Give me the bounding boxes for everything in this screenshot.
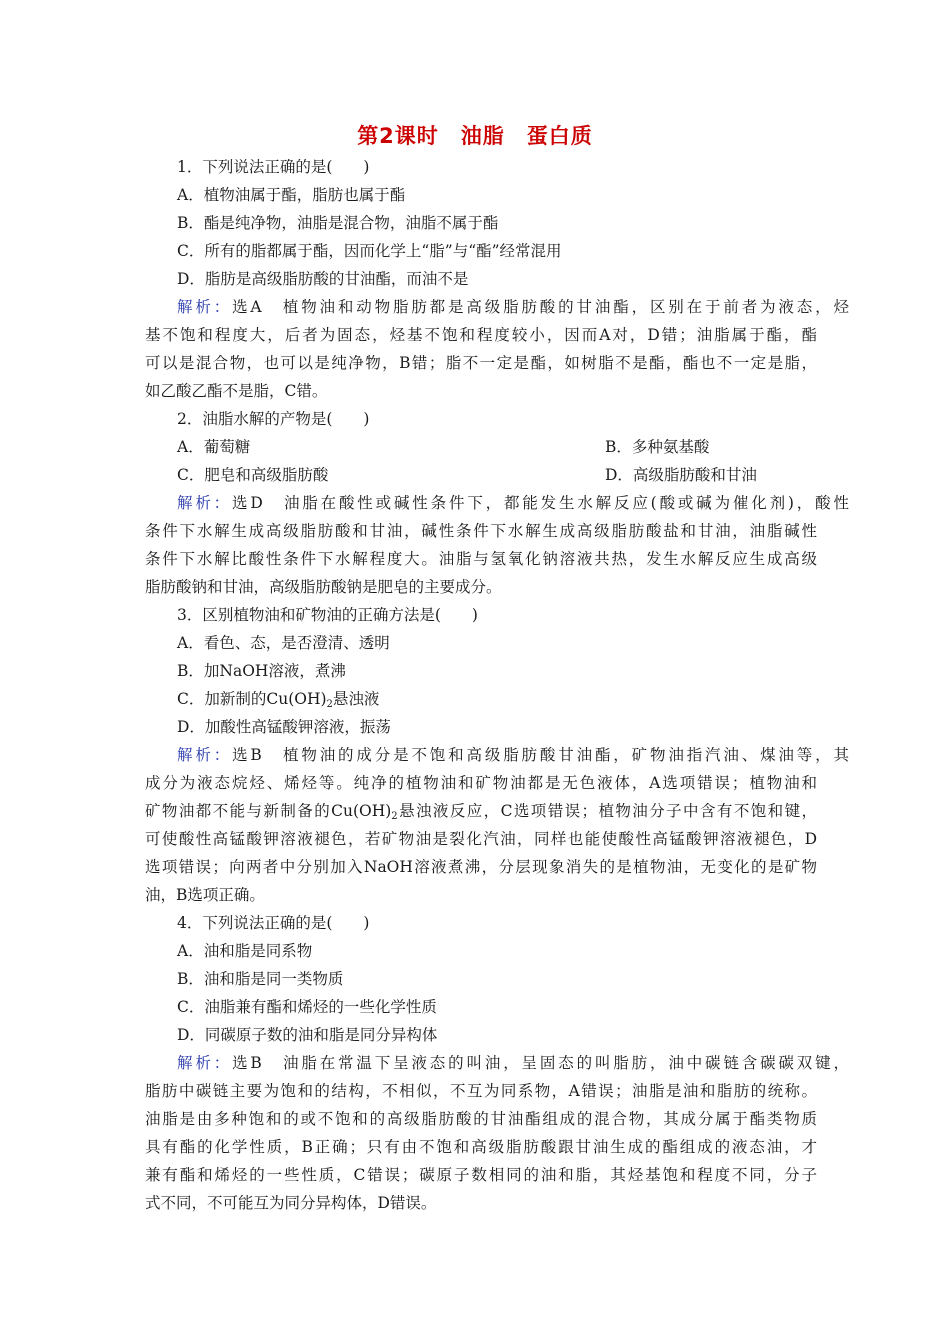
- question-3-option-a: A．看色、态，是否澄清、透明: [177, 634, 390, 652]
- question-3-analysis-line-4: 可使酸性高锰酸钾溶液褪色，若矿物油是裂化汽油，同样也能使酸性高锰酸钾溶液褪色，D: [145, 830, 817, 848]
- question-4-analysis-line-5: 兼有酯和烯烃的一些性质，C错误；碳原子数相同的油和脂，其烃基饱和程度不同，分子: [145, 1166, 817, 1184]
- question-1-option-c: C．所有的脂都属于酯，因而化学上“脂”与“酯”经常混用: [177, 242, 562, 260]
- option-text: C．加新制的Cu(OH): [177, 690, 327, 708]
- question-4-analysis-line-6: 式不同，不可能互为同分异构体，D错误。: [145, 1194, 437, 1212]
- question-3-option-c: [145, 689, 849, 715]
- question-2-analysis: [145, 493, 849, 513]
- question-1-analysis-line-3: 可以是混合物，也可以是纯净物，B错；脂不一定是酯，如树脂不是酯，酯也不一定是脂，: [145, 354, 817, 372]
- question-4-option-a: A．油和脂是同系物: [177, 942, 313, 960]
- question-3-option-d: D．加酸性高锰酸钾溶液，振荡: [177, 718, 391, 736]
- analysis-text: 选D 油脂在酸性或碱性条件下，都能发生水解反应(酸或碱为催化剂)，酸性: [232, 494, 849, 512]
- question-1-analysis-line-4: 如乙酸乙酯不是脂，C错。: [145, 382, 328, 400]
- question-2-analysis-line-4: 脂肪酸钠和甘油，高级脂肪酸钠是肥皂的主要成分。: [145, 578, 502, 596]
- subscript: 2: [326, 699, 333, 710]
- question-3-option-b: B．加NaOH溶液，煮沸: [177, 662, 346, 680]
- question-4-option-b: B．油和脂是同一类物质: [177, 970, 344, 988]
- analysis-text: 选A 植物油和动物脂肪都是高级脂肪酸的甘油酯，区别在于前者为液态，烃: [232, 298, 849, 316]
- question-4-analysis-line-3: 油脂是由多种饱和的或不饱和的高级脂肪酸的甘油酯组成的混合物，其成分属于酯类物质: [145, 1110, 817, 1128]
- subscript: 2: [391, 811, 398, 822]
- question-4-analysis-line-4: 具有酯的化学性质，B正确；只有由不饱和高级脂肪酸跟甘油生成的酯组成的液态油，才: [145, 1138, 817, 1156]
- question-3-analysis-line-5: 选项错误；向两者中分别加入NaOH溶液煮沸，分层现象消失的是植物油，无变化的是矿物: [145, 858, 817, 876]
- question-4-option-d: D．同碳原子数的油和脂是同分异构体: [177, 1026, 438, 1044]
- option-text-tail: 悬浊液: [332, 690, 380, 708]
- question-4-analysis: [145, 1053, 849, 1073]
- analysis-label: 解析：: [177, 1054, 233, 1072]
- question-2-option-c: C．肥皂和高级脂肪酸: [177, 466, 329, 484]
- question-1-option-d: D．脂肪是高级脂肪酸的甘油酯，而油不是: [177, 270, 469, 288]
- question-2-options-row-1: [145, 437, 849, 457]
- question-2-option-b: B．多种氨基酸: [605, 438, 710, 456]
- question-4-stem: 4．下列说法正确的是( ): [177, 914, 370, 932]
- question-2-analysis-line-2: 条件下水解生成高级脂肪酸和甘油，碱性条件下水解生成高级脂肪酸盐和甘油，油脂碱性: [145, 522, 817, 540]
- question-2-option-d: D．高级脂肪酸和甘油: [605, 466, 757, 484]
- analysis-label: 解析：: [177, 494, 233, 512]
- question-3-analysis: [145, 745, 849, 765]
- question-1-analysis: [145, 297, 849, 317]
- analysis-label: 解析：: [177, 298, 233, 316]
- question-2-stem: 2．油脂水解的产物是( ): [177, 410, 370, 428]
- question-3-analysis-line-6: 油，B选项正确。: [145, 886, 265, 904]
- question-3-stem: 3．区别植物油和矿物油的正确方法是( ): [177, 606, 478, 624]
- question-1-analysis-line-2: 基不饱和程度大，后者为固态，烃基不饱和程度较小，因而A对，D错；油脂属于酯，酯: [145, 326, 817, 344]
- analysis-text-tail: 悬浊液反应，C选项错误；植物油分子中含有不饱和键，: [397, 802, 817, 820]
- analysis-text: 矿物油都不能与新制备的Cu(OH): [145, 802, 392, 820]
- lesson-title: 第2课时 油脂 蛋白质: [357, 124, 593, 148]
- question-1-stem: 1．下列说法正确的是( ): [177, 158, 370, 176]
- question-1-option-a: A．植物油属于酯，脂肪也属于酯: [177, 186, 406, 204]
- question-2-analysis-line-3: 条件下水解比酸性条件下水解程度大。油脂与氢氧化钠溶液共热，发生水解反应生成高级: [145, 550, 817, 568]
- question-3-analysis-line-3: [145, 801, 817, 827]
- question-3-analysis-line-2: 成分为液态烷烃、烯烃等。纯净的植物油和矿物油都是无色液体，A选项错误；植物油和: [145, 774, 817, 792]
- question-1-option-b: B．酯是纯净物，油脂是混合物，油脂不属于酯: [177, 214, 499, 232]
- analysis-text: 选B 油脂在常温下呈液态的叫油，呈固态的叫脂肪，油中碳链含碳碳双键，: [232, 1054, 849, 1072]
- analysis-label: 解析：: [177, 746, 233, 764]
- question-2-options-row-2: [145, 465, 849, 485]
- question-4-analysis-line-2: 脂肪中碳链主要为饱和的结构，不相似，不互为同系物，A错误；油脂是油和脂肪的统称。: [145, 1082, 817, 1100]
- analysis-text: 选B 植物油的成分是不饱和高级脂肪酸甘油酯，矿物油指汽油、煤油等，其: [232, 746, 849, 764]
- question-4-option-c: C．油脂兼有酯和烯烃的一些化学性质: [177, 998, 437, 1016]
- question-2-option-a: A．葡萄糖: [177, 438, 251, 456]
